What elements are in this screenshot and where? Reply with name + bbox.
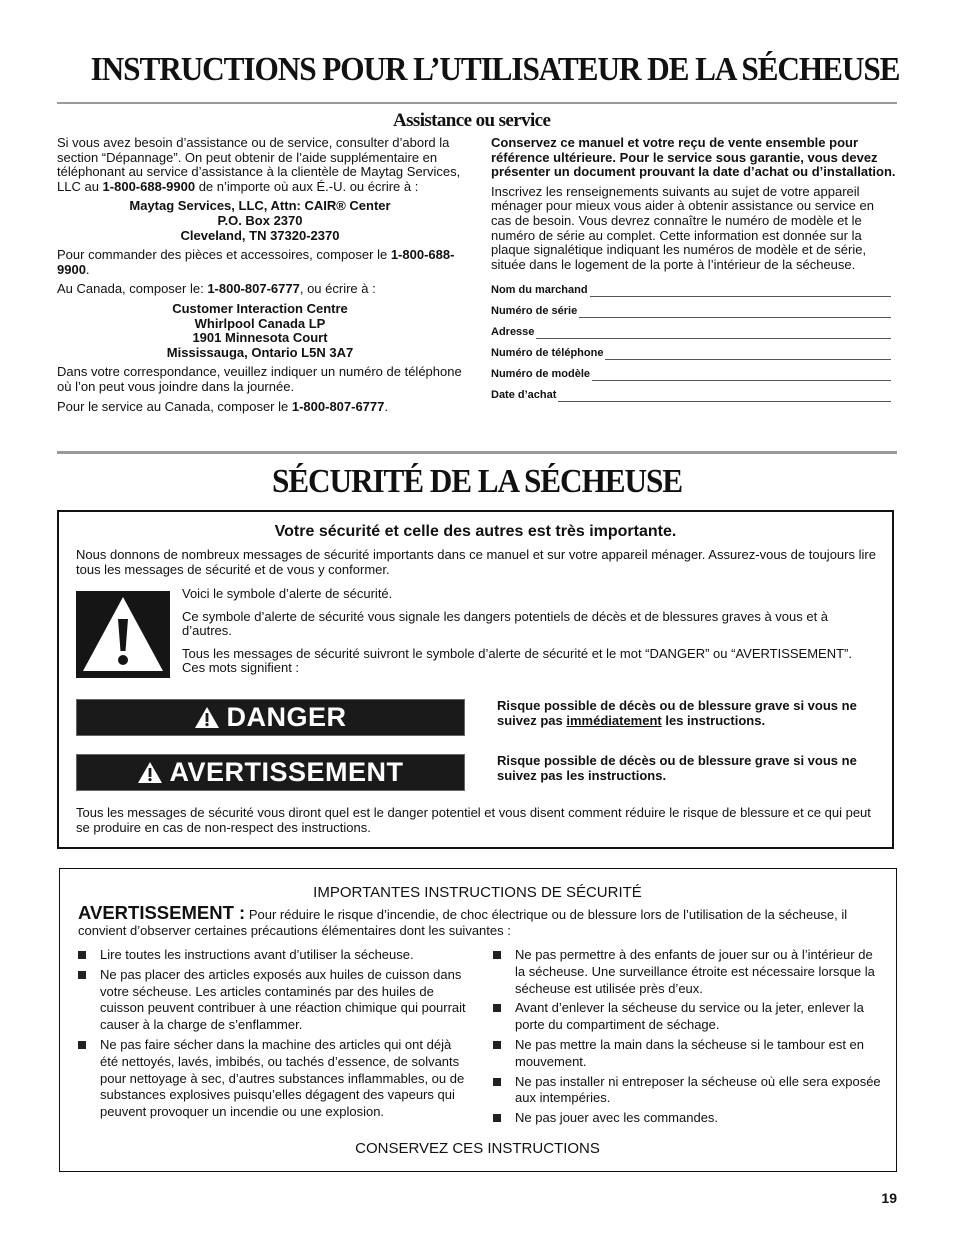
warning-signal-bar bbox=[76, 754, 465, 791]
section-divider bbox=[57, 451, 897, 454]
warning-triangle-icon bbox=[76, 591, 170, 678]
symbol-explanation: Voici le symbole d’alerte de sécurité. Ce symbole d’alerte de sécurité vous signale les dangers potentiels de décès et de blessures graves à vous et à d’autres. Tous les messages de sécurité suivront le symbole d’alerte de sécurité et le mot “DANGER” ou “AVERTISSEMENT”. Ces mots signifient : bbox=[182, 586, 852, 676]
parts-order: Pour commander des pièces et accessoires, composer le 1-800-688-9900. bbox=[57, 247, 455, 277]
danger-signal-bar bbox=[76, 699, 465, 736]
danger-description: Risque possible de décès ou de blessure grave si vous ne suivez pas immédiatement les instructions. bbox=[497, 698, 857, 728]
list-item: Ne pas placer des articles exposés aux huiles de cuisson dans votre sécheuse. Les articles contaminés par des huiles de cuisson peuvent contribuer à une réaction chimique qui pourrait causer à la charge de s’enflammer. bbox=[76, 967, 471, 1034]
safety-info-box bbox=[57, 510, 894, 849]
safety-alert-symbol bbox=[76, 591, 170, 678]
list-item: Lire toutes les instructions avant d’utiliser la sécheuse. bbox=[76, 947, 471, 964]
keep-instructions-footer: CONSERVEZ CES INSTRUCTIONS bbox=[355, 1140, 600, 1157]
left-instruction-list bbox=[76, 947, 471, 1124]
warning-description: Risque possible de décès ou de blessure grave si vous ne suivez pas les instructions. bbox=[497, 753, 857, 783]
assistance-heading: Assistance ou service bbox=[393, 110, 551, 131]
correspondence-note: Dans votre correspondance, veuillez indiquer un numéro de téléphone où l’on peut vous joindre dans la journée. bbox=[57, 364, 462, 394]
important-warning: AVERTISSEMENT : Pour réduire le risque d’incendie, de choc électrique ou de blessure lors de l’utilisation de la sécheuse, il convient d’observer certaines précautions élémentaires dont les suivantes : bbox=[78, 902, 848, 938]
danger-label: DANGER bbox=[226, 702, 347, 732]
us-address: Maytag Services, LLC, Attn: CAIR® Center P.O. Box 2370 Cleveland, TN 37320-2370 bbox=[129, 198, 391, 243]
danger-alert-icon bbox=[194, 706, 220, 729]
warning-label: AVERTISSEMENT bbox=[169, 757, 404, 787]
page-number: 19 bbox=[881, 1190, 897, 1206]
assistance-right-column bbox=[491, 136, 897, 402]
title-divider bbox=[57, 102, 897, 104]
form-field-phone[interactable]: Numéro de téléphone bbox=[491, 339, 891, 360]
list-item: Avant d’enlever la sécheuse du service ou la jeter, enlever la porte du compartiment de séchage. bbox=[491, 1000, 881, 1034]
canada-phone: Au Canada, composer le: 1-800-807-6777, ou écrire à : bbox=[57, 281, 376, 297]
form-field-serial[interactable]: Numéro de série bbox=[491, 297, 891, 318]
canada-address: Customer Interaction Centre Whirlpool Canada LP 1901 Minnesota Court Mississauga, Ontario L5N 3A7 bbox=[166, 300, 354, 360]
assistance-intro: Si vous avez besoin d’assistance ou de service, consulter d’abord la section “Dépannage”. On peut obtenir de l’aide supplémentaire en téléphonant au service d’assistance à la clientèle de Maytag Services, LLC au 1-800-688-9900 de n’importe où aux É.-U. ou écrire à : bbox=[57, 135, 461, 194]
form-field-dealer[interactable]: Nom du marchand bbox=[491, 276, 891, 297]
safety-closing: Tous les messages de sécurité vous diront quel est le danger potentiel et vous disent comment réduire le risque de blessure et ce qui peut se produire en cas de non-respect des instructions. bbox=[76, 805, 871, 835]
list-item: Ne pas permettre à des enfants de jouer sur ou à l’intérieur de la sécheuse. Une surveillance étroite est nécessaire lorsque la sécheuse est utilisée près d’eux. bbox=[491, 947, 881, 997]
safety-intro: Nous donnons de nombreux messages de sécurité importants dans ce manuel et sur votre appareil ménager. Assurez-vous de toujours lire tous les messages de sécurité et de vous y conformer. bbox=[76, 547, 876, 577]
right-instruction-list bbox=[491, 947, 881, 1130]
assistance-left-column bbox=[57, 136, 463, 414]
record-info-note: Inscrivez les renseignements suivants au sujet de votre appareil ménager pour mieux vous aider à obtenir assistance ou service en cas de besoin. Vous devrez connaître le numéro de modèle et le numéro de série au complet. Cette information est donnée sur la plaque signalétique indiquant les numéros de modèle et de série, située dans le logement de la porte à l’intérieur de la sécheuse. bbox=[491, 183, 874, 272]
list-item: Ne pas installer ni entreposer la sécheuse où elle sera exposée aux intempéries. bbox=[491, 1074, 881, 1108]
list-item: Ne pas mettre la main dans la sécheuse si le tambour est en mouvement. bbox=[491, 1037, 881, 1071]
safety-title: SÉCURITÉ DE LA SÉCHEUSE bbox=[271, 463, 683, 500]
page-title: INSTRUCTIONS POUR L’UTILISATEUR DE LA SÉCHEUSE bbox=[90, 51, 900, 88]
important-instructions-box bbox=[59, 868, 897, 1172]
list-item: Ne pas jouer avec les commandes. bbox=[491, 1110, 881, 1127]
list-item: Ne pas faire sécher dans la machine des articles qui ont déjà été nettoyés, lavés, imbibés, ou tachés d’essence, de solvants pour nettoyage à sec, d’autres substances inflammables, ou de substances explosives puisqu’elles dégagent des vapeurs qui peuvent provoquer un incendie ou une explosion. bbox=[76, 1037, 471, 1121]
form-field-address[interactable]: Adresse bbox=[491, 318, 891, 339]
important-heading: IMPORTANTES INSTRUCTIONS DE SÉCURITÉ bbox=[313, 884, 642, 901]
safety-box-heading: Votre sécurité et celle des autres est très importante. bbox=[274, 523, 677, 540]
record-form bbox=[491, 276, 891, 402]
canada-service: Pour le service au Canada, composer le 1-800-807-6777. bbox=[57, 398, 389, 414]
keep-manual-note: Conservez ce manuel et votre reçu de vente ensemble pour référence ultérieure. Pour le service sous garantie, vous devez présenter un document prouvant la date d’achat ou d’installation. bbox=[491, 135, 896, 180]
form-field-model[interactable]: Numéro de modèle bbox=[491, 360, 891, 381]
warning-alert-icon bbox=[137, 761, 163, 784]
form-field-purchase-date[interactable]: Date d’achat bbox=[491, 381, 891, 402]
